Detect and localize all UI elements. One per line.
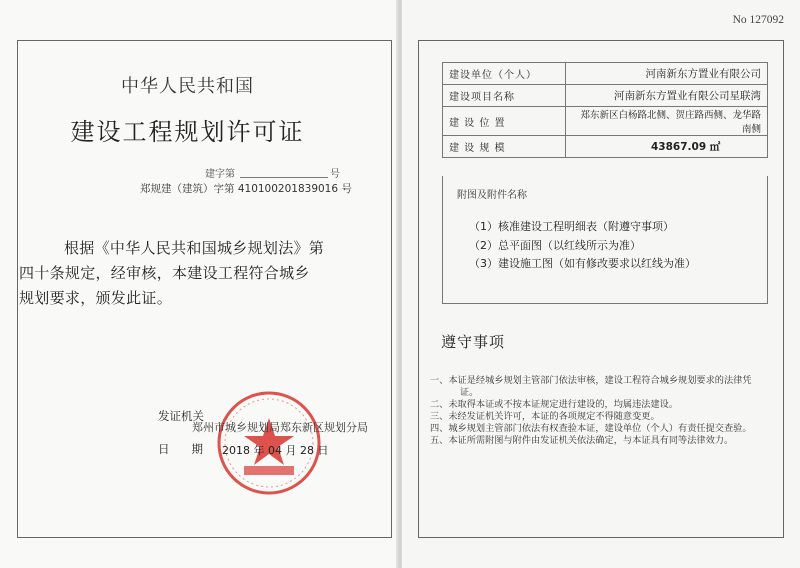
certificate-body [19,236,364,311]
project-info-table [442,62,768,158]
serial-number: 郑规建（建筑）字第 410100201839016 号 [140,183,352,195]
row-key: 建 设 位 置 [443,107,566,136]
row-value: 郑东新区白杨路北侧、贺庄路西侧、龙华路南侧 [566,107,768,136]
row-value: 河南新东方置业有限公司 [566,63,768,85]
issue-date: 2018 年 04 月 28 日 [222,444,329,457]
row-value: 43867.09 ㎡ [566,136,768,158]
body-line: 四十条规定，经审核，本建设工程符合城乡 [19,264,310,282]
attachment-item: （2）总平面图（以红线所示为准） [469,238,641,252]
rules-list [430,375,765,447]
left-page [0,0,399,568]
serial-underline [240,177,328,178]
attachments-title: 附图及附件名称 [457,190,527,201]
table-row [443,136,768,158]
rule-item: 三、未经发证机关许可，本证的各项规定不得随意变更。 [430,411,660,422]
rule-item: 五、本证所需附图与附件由发证机关依法确定，与本证具有同等法律效力。 [430,435,734,446]
rules-title: 遵守事项 [441,333,506,351]
attachments-box [442,176,768,304]
table-row [443,85,768,107]
serial-template-suffix: 号 [330,169,340,180]
body-line: 根据《中华人民共和国城乡规划法》第 [64,239,325,257]
certificate-title: 建设工程规划许可证 [70,118,305,146]
row-key: 建设单位（个人） [443,63,566,85]
attachment-item: （1）核准建设工程明细表（附遵守事项） [469,220,674,233]
body-line: 规划要求，颁发此证。 [19,289,173,307]
serial-template-label: 建字第 [205,169,235,180]
rule-item: 二、未取得本证或不按本证规定进行建设的，均属违法建设。 [430,399,679,410]
issuing-authority: 郑州市城乡规划局郑东新区规划分局 [192,421,368,434]
row-key: 建设项目名称 [443,85,566,107]
attachment-item: （3）建设施工图（如有修改要求以红线为准） [469,257,696,270]
country-name: 中华人民共和国 [121,76,254,97]
date-label: 日期 [158,442,225,456]
rule-item: 四、城乡规划主管部门依法有权查验本证，建设单位（个人）有责任提交查验。 [430,423,752,434]
rule-item: 一、本证是经城乡规划主管部门依法审核，建设工程符合城乡规划要求的法律凭证。 [430,375,752,398]
row-value: 河南新东方置业有限公司星联湾 [566,85,768,107]
issuing-authority-label: 发证机关 [158,409,204,423]
table-row [443,63,768,85]
table-row [443,107,768,136]
certificate-number: No 127092 [732,14,784,26]
attachments-list [469,218,696,274]
row-key: 建 设 规 模 [443,136,566,158]
